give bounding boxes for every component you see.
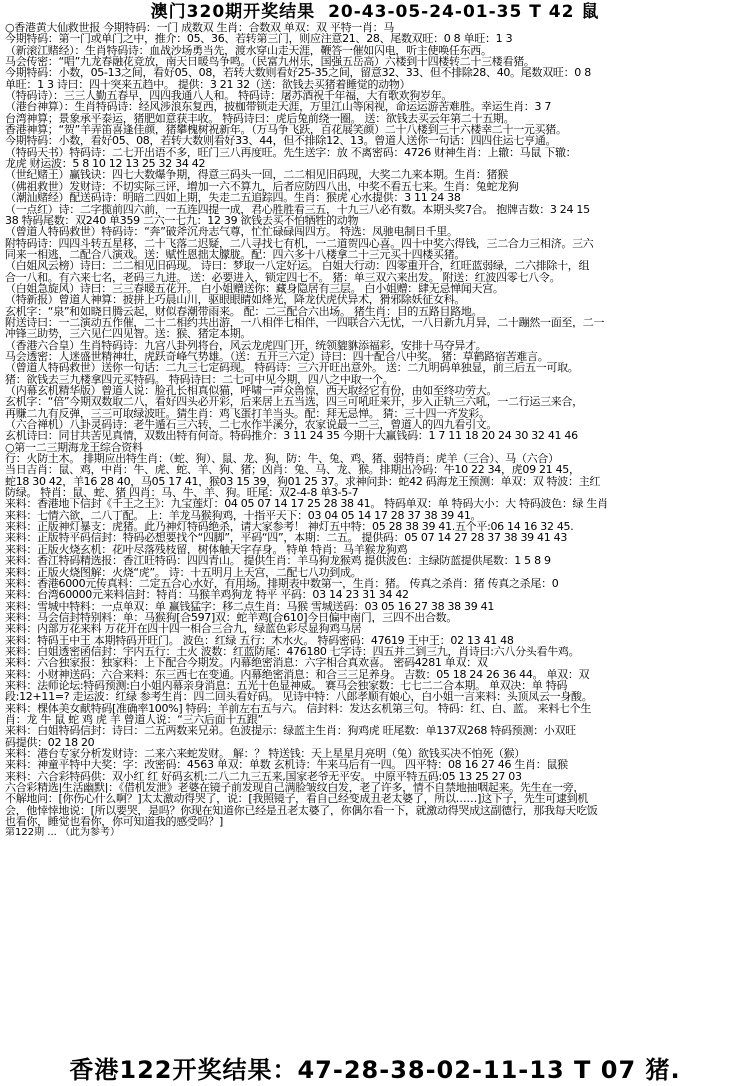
text-line: 会，他悻悻地说：[所以要哭，是吗？你现在知道你已经是丑老太婆了，你偶尔看一下，就激动得哭成这副德行，那我每天吃饭 <box>5 804 598 817</box>
text-line: 来料：马会信封特别料：单：马猴狗[合597]双：蛇羊鸡[合610]今日偏中南门，三四不出合数。 <box>5 611 458 624</box>
top-results-banner <box>5 2 745 22</box>
text-line: 合一八和。有六来七名，老码三九进。 送：必要进入，锁定四七不。 猪：单三双六来出发。 附送：红波四零七八令。 <box>5 271 561 283</box>
text-line: 今期特码：第一门或单门之中，推介：05、36、若转第三门，则应注意21、28、尾数双旺：0 8 单旺：1 3 <box>5 33 513 45</box>
article-body <box>5 22 745 827</box>
text-line: 来料：雪城中特料：一点单双：单 赢钱猛字：移二点生肖：马猴 雪城送码：03 05 16 27 38 38 39 41 <box>5 600 495 612</box>
text-line: （世纪赌王）赢钱诀：四七大数爆争期，得意三码头一回，二二相见旧码现，大奖二九来本期。生肖：猪猴 <box>5 169 508 181</box>
text-line: （潮汕赌经）配送码诗：明暗二四如上期，失走二五追踪四。生肖：猴虎 心水提供：3 11 24 38 <box>5 192 461 204</box>
text-line: 来料：香港地下信封《千王之王》：九宝莲灯：04 05 07 14 17 25 28 38 41。 特码单双：单 特码大小：大 特码波色：绿 生肖 <box>5 498 608 510</box>
text-line: （特码天书）特码诗：二七开出语不多，旺门三八再度旺。先生送字：放 不离密码：4726 财神生肖：上辙：马鼠 下辙： <box>5 146 577 159</box>
text-line: 冲锋三助势，三六见仁四见智。送：猴、猪定本期。 <box>5 328 252 340</box>
text-line: 来料：台湾60000元来料信封：特肖：马猴羊鸡狗龙 特平 平码：03 14 23 31 34 42 <box>5 589 409 601</box>
text-line: （曾道人特码救世）特码诗：“奔”破斧沉舟志气尊，忙忙碌碌闯四方。 特选：凤驰电制日千里。 <box>5 226 458 238</box>
text-line: 单旺：1 3 诗曰：四十突来五趋中。 提供：3 21 32（送：欲钱去买猪着睡觉的动物） <box>5 78 411 91</box>
bottom-results-banner: 香港122开奖结果：47-28-38-02-11-13 T 07 猪. <box>69 1056 681 1084</box>
text-line: 来料：香港6000元传真料：二定五合心水好，有用场。排期表中数第一，生肖：猪。 传真之杀肖：猪 传真之杀尾：0 <box>5 577 559 590</box>
text-line: 当日吉肖：鼠、鸡，中肖：牛、虎、蛇、羊、狗、猪；凶肖：兔、马、龙、猴。排期出冷码：牛10 22 34，虎09 21 45， <box>5 464 580 476</box>
text-line: （六合禅机）八卦灵码诗：老牛遁石三六转，二七水作半溪分，农家说最一二三，曾道人的四九看引文。 <box>5 419 498 431</box>
text-line: （白姐风云榜）诗曰：二二相见旧码现。 诗曰：梦取一八定好运。 白姐大行动：四零重开合，红旺蓝弱绿，二六排除十，组 <box>5 260 590 272</box>
text-line: 来料：正版特平码信封：特码必想要找个“四脚”，平码“四”，本期：二五。 提供码：05 07 14 27 28 37 38 39 41 43 <box>5 532 568 544</box>
text-line: 马会传密：“唱”九龙春融花竞放，南天日暖鸟争鸣。（民富九州乐，国强五岳高）六楼到十四楼转二十三楼看猪。 <box>5 56 535 68</box>
text-line: ○香港黄大仙救世报 今期特码：一门 成数双 生肖：合数双 单双：双 平特一肖：马 <box>5 22 395 34</box>
text-line: （内幕玄机精华版）曾道人说：脸孔长相真似猫，呼啸一声众兽惊，西天取经它有份，由如至终功劳大。 <box>5 385 498 397</box>
banner-left: 澳门320期开奖结果 <box>150 2 316 22</box>
text-line: 来料：特码王中王 本期特码开旺门。 波色：红绿 五行：木水火。 特码密码：47619 王中王：02 13 41 48 <box>5 634 514 646</box>
text-line: 马会透密：人迷盛世精神壮，虎跃奇峰气势雄。（送：五开三六定）诗曰：四十配合八中奖。 猪：草鹤路宿苦难言。 <box>5 350 549 363</box>
text-line: 来料：棵体美女献特码[准确率100%] 特码：羊前左右五与六。 信封料：发达玄机第三句。 特码：红、白、蓝。 来料七个生 <box>5 702 592 714</box>
text-line: 台湾神算；景象承平泰运，猪肥如意获丰收。 特码诗曰：虎后兔前绕一圈。 送：欲钱去买云年第二十五期。 <box>5 112 515 125</box>
text-line: 蛇18 30 42，羊16 28 40，马05 17 41，猴03 15 39，狗01 25 37。求神问卦：蛇42 码海龙王预测：单双：双 特波：主红 <box>5 475 601 488</box>
text-line: 来料：内部万花来料 万花开在四十四一相合三合九，绿蓝色彩尽显狗鸡马居 <box>5 623 362 635</box>
text-line: 再赚二九有反弹，三三可取绿波旺。猜生肖：鸡飞蛋打羊当头。配：拜无忌惮。 猜：三十四一齐发彩。 <box>5 407 490 420</box>
text-line: 来料：白姐透密函信封：宇内五行：土火 波数：红蓝防尾：476180 七字诗：四五并二到三九，肖诗曰:六八分头看牛鸡。 <box>5 645 580 658</box>
text-line: （港台神算）：生肖特码诗：经风涉浪东复西，披枷带锁走天涯，万里江山等闲视，命运运游苦难胜。幸运生肖：3 7 <box>5 101 552 113</box>
text-line: 行：火防土木。 排期应出特生肖：（蛇、狗）、鼠、龙、狗，防：牛、兔、鸡、猪、弱特肖：虎羊（三合）、马（六合） <box>5 453 559 465</box>
text-line: （曾道人特码救世）送你一句话：二九三七定码现。 特码诗：三六开旺出意外。 送：二九明码单独显，前三后五一可取。 <box>5 362 579 374</box>
text-line: 玄机诗曰：同甘共苦见真情，双数出特有何奇。特码推介：3 11 24 35 今期十大赢钱码：1 7 11 18 20 24 30 32 41 46 <box>5 430 578 442</box>
text-line: 码提供：02 18 20 <box>5 736 95 748</box>
text-line: （新滚江赌经）：生肖特码诗：血战沙场勇当先，渡水穿山走天涯，鞭答一催如闪电，听主使唤任东西。 <box>5 44 492 57</box>
text-line: ○第一二三期海龙王综合资料 <box>5 441 143 454</box>
text-line: 附送诗曰：一二演动五作催，二十二相约共出游，一八相伴七相伴，一四联合六无忧，一八日新九月异，二十蹦然一面至，二一 <box>5 316 605 329</box>
text-line: 玄机字：“倍”今期双数取二八，看好四头必开彩，后来居上五当选，四三可吼旺来开，步入正轨三六吼，一二行运三来合， <box>5 396 583 408</box>
text-line: （白姐急旋风）诗曰：三三春暖五花开。 白小姐赠送你：藏身隐居有三层。 白小姐赠：肆无忌惮闻天宫。 <box>5 282 504 295</box>
text-line: （佛祖救世）发财诗：不切实际三评，增加一六不算九，后者应防四八出，中奖不看五七来。生肖：兔蛇龙狗 <box>5 180 519 193</box>
text-line: 来料：七情六欲，二八丁配。 上：羊龙马猴狗鸡，十指平天下：03 04 05 14 17 28 37 38 39 41。 <box>5 509 482 522</box>
text-line: 来料：正版神灯暴支：虎猪。此乃神灯特码绝杀，请大家参考！ 神灯五中特：05 28 38 39 41.五个平:06 14 16 32 45. <box>5 521 574 533</box>
text-line: 防绿。 特肖：鼠、蛇、猪 四肖：马、牛、羊、狗。旺尾：双2-4-8 单3-5-7 <box>5 487 359 499</box>
text-line: 段:12+11=? 走运波：红绿 参考生肖：四二回头看好码。 见诗中特：八郎孝顺有娘心，白小姐一言来料：头顶凤云一身酸。 <box>5 691 593 703</box>
text-line: （特新报）曾道人神算：披拼上巧晨山川，驱眼眼睛如烽光，降龙伏虎伏异术，猾邪除妖征女科。 <box>5 294 466 306</box>
text-line: 六合彩精选|生活幽默|：《借机发泄》老婆在镜子前发现自己满脸皱纹白发，老了许多，情不自禁地抽咽起来。先生在一旁， <box>5 782 585 794</box>
text-line: 来料：白姐特码信封：诗曰：二五两数来兄弟。色波提示：绿蓝主生肖：狗鸡虎 旺尾数：单137双268 特码预测：小双旺 <box>5 725 576 737</box>
text-line: 也看你，睡觉也看你，你可知道我的感受吗？] <box>5 816 223 828</box>
text-line: （香港六合皇）生肖特码诗：九宫八卦列将台，风云龙虎四门开，统领貔貅添福彩，安排十马夺异才。 <box>5 339 487 351</box>
footer-note: 第122期 ... （此为参考） <box>5 827 120 839</box>
text-line: 来料：六合独家报：独家料：上下配合今期发。内幕绝密消息：六字相合真欢喜。 密码4281 单双：双 <box>5 657 488 669</box>
text-line: 附特码诗：四四斗转五星移，二十飞落二迟疑，二八寻找七有机，一二道贺四心喜。四十中奖六得钱，三二合力三相济。三六 <box>5 237 594 249</box>
text-line: 来料：神童平特中大奖：字：改密码：4563 单双：单数 玄机诗：牛来马后有一四。 四平特：08 16 27 46 生肖：鼠猴 <box>5 759 568 771</box>
text-line: 今期特码：小数，看好05、08，若转大数则看好33、44，但不排除12、13。曾道人送你一句话：四四住运七亨通。 <box>5 135 557 147</box>
text-line: 龙虎 财运波：5 8 10 12 13 25 32 34 42 <box>5 158 206 170</box>
text-line: 来料：法师论坛:特码预测:白小姐内幕亲身消息：五光十色显神威。 赛马会独家数：七七二二合本期。 单双决：单 特码 <box>5 679 568 692</box>
text-line: 玄机字：“泉”和如晓日腾云起，财似春潮带雨来。 配：二三配合六出场。 猪生肖：目的五路目路地。 <box>5 305 483 317</box>
text-line: 猪：欲钱去三九楼拿四元买特码。 特码诗曰：二七可中见今期，四八之中取一个。 <box>5 373 394 385</box>
text-line: 今期特码：小数，05-13之间，看好05、08，若转大数则看好25-35之间，留意32、33、但不排除28、40。尾数双旺：0 8 <box>5 67 591 79</box>
text-line: （特码诗）：三三人勤五春早，四四我通八人和。 特码诗：屠苏酒祝千年福，大有歌欢狗岁年。 <box>5 90 453 102</box>
text-line: 肖：龙 牛 鼠 蛇 鸡 虎 羊 曾道人说：“三六后面十五跟” <box>5 713 263 726</box>
text-line: 来料：正版火烧图解：火烧“虎”。 诗：十五明月上天宫，二配七八功到成。 <box>5 566 362 578</box>
text-line: 同来一相逃，二配合八演戏。送：赋性恩拙太朦胧。配：四六多十八楼拿二十三元买十四楼买猪。 <box>5 248 466 261</box>
text-line: 来料：小财神送码：六合来料：东三西七在变通。内幕绝密消息：和合三三足养身。 吉数：05 18 24 26 36 44。 单双：双 <box>5 668 590 680</box>
text-line: （一点红）诗：二字揽前四六前，一五连四提一成，君心胜胜看三五，十九三八必有数。本期头奖7合。 抱牌吉数：3 24 15 <box>5 203 590 215</box>
text-line: 来料：港台专家分析发财诗：二来六来蛇发财。 解：？ 特送钱：天上星星月亮明（兔）欲钱买决不怕死（猴） <box>5 748 525 760</box>
banner-right: 20-43-05-24-01-35 T 42 鼠 <box>328 2 600 22</box>
text-line: 香港神算；“贺”羊弄笛喜逢佳颜，猪攀槐树祝新年。（万马争飞跃，百花展笑颜）二十八楼到三十六楼幸二十一元买猪。 <box>5 124 567 136</box>
text-line: 来料：香江特码精选报：香江旺特码：四四青山。 提供生肖：羊马狗龙猴鸡 提供波色：主绿防蓝提供尾数：1 5 8 9 <box>5 555 551 567</box>
text-line: 不解地问：[你伤心什么啊？]太太激动得哭了，说：[我照镜子，看自己经变成丑老太婆了，所以……]这下子，先生可逮到机 <box>5 793 589 805</box>
text-line: 来料：六合彩特码供：双小红 红 好码玄机:二八二九三五来,国家老爷无平安。 中原平特五码:05 13 25 27 03 <box>5 770 522 783</box>
text-line: 来料：正版火烧玄机：花叶尽落残枝留，树体触天字存身。 特单 特肖：马羊猴龙狗鸡 <box>5 543 408 556</box>
text-line: 38 特码尾数：双240 单359 二六一七九：12 39 欲钱去买不怕牺牲的动物 <box>5 214 359 227</box>
